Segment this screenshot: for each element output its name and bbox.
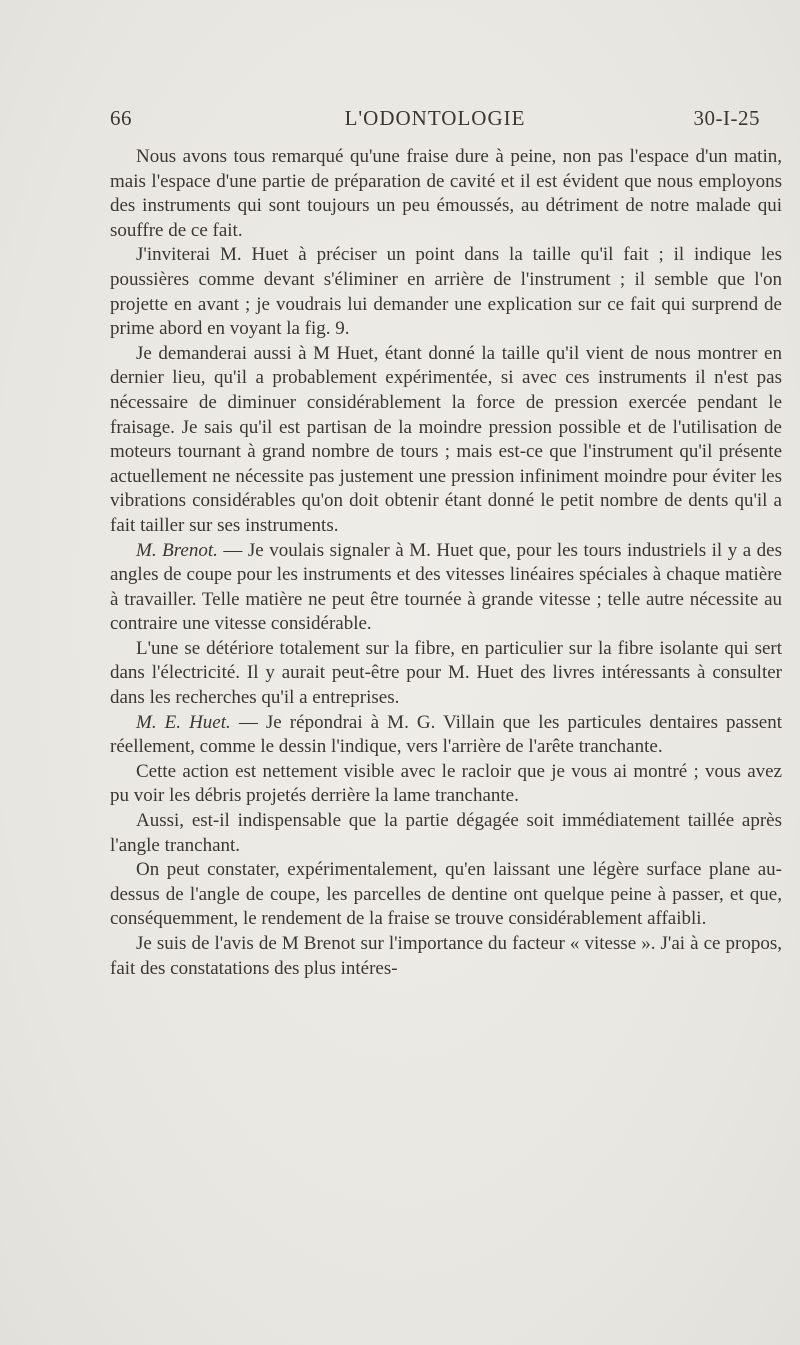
- paragraph: Cette action est nettement visible avec le racloir que je vous ai montré ; vous avez pu voir les débris projetés derrière la lame tranchante.: [110, 760, 782, 807]
- running-header: [110, 106, 760, 136]
- paragraph: Aussi, est-il indispensable que la partie dégagée soit immédiatement taillée après l'angle tranchant.: [110, 810, 782, 856]
- paragraph-huet: [110, 711, 782, 760]
- paragraph: J'inviterai M. Huet à préciser un point dans la taille qu'il fait ; il indique les poussières comme devant s'éliminer en arrière de l'instrument ; il semble que l'on projette en avant ; je voudrais lui demander une explication sur ce fait qui surprend de prime abord en voyant la fig. 9.: [110, 244, 782, 340]
- issue-date: 30-I-25: [693, 106, 760, 130]
- paragraph: Je suis de l'avis de M Brenot sur l'importance du facteur « vitesse ». J'ai à ce propos, fait des constatations des plus intéres-: [110, 933, 782, 979]
- page-number: 66: [110, 106, 132, 130]
- speaker-text: — Je voulais signaler à M. Huet que, pour les tours industriels il y a des angles de coupe pour les instruments et des vitesses linéaires spéciales à chaque matière à travailler. Telle matière ne peut être tournée à grande vitesse ; telle autre nécessite au contraire une vitesse considérable.: [110, 539, 783, 635]
- speaker-name: M. Brenot.: [136, 539, 218, 561]
- paragraph-brenot: [110, 539, 782, 637]
- paragraph: On peut constater, expérimentalement, qu'en laissant une légère surface plane au-dessus de l'angle de coupe, les parcelles de dentine ont quelque peine à passer, et que, conséquemment, le rendement de la fraise se trouve considérablement affaibli.: [110, 859, 782, 930]
- journal-title: L'ODONTOLOGIE: [344, 106, 526, 130]
- paragraph: Nous avons tous remarqué qu'une fraise dure à peine, non pas l'espace d'un matin, mais l'espace d'une partie de préparation de cavité et il est évident que nous employons des instruments qui sont toujours un peu émoussés, au détriment de notre malade qui souffre de ce fait.: [110, 146, 782, 241]
- paragraph: L'une se détériore totalement sur la fibre, en particulier sur la fibre isolante qui sert dans l'électricité. Il y aurait peut-être pour M. Huet des livres intéressants à consulter dans les recherches qu'il a entreprises.: [110, 637, 782, 709]
- speaker-name: M. E. Huet.: [136, 711, 231, 733]
- article-body: [110, 145, 782, 981]
- paragraph: Je demanderai aussi à M Huet, étant donné la taille qu'il vient de nous montrer en dernier lieu, qu'il a probablement expérimentée, si avec ces instruments il n'est pas nécessaire de diminuer considérablement la force de pression exercée pendant le fraisage. Je sais qu'il est partisan de la moindre pression possible et de l'utilisation de moteurs tournant à grand nombre de tours ; mais est-ce que l'instrument qu'il présente actuellement ne nécessite pas justement une pression infiniment moindre pour éviter les vibrations considérables qu'on doit obtenir étant donné le petit nombre de dents qu'il a fait tailler sur ses instruments.: [110, 342, 782, 536]
- speaker-text: — Je répondrai à M. G. Villain que les particules dentaires passent réellement, comme le dessin l'indique, vers l'arrière de l'arête tranchante.: [110, 711, 782, 758]
